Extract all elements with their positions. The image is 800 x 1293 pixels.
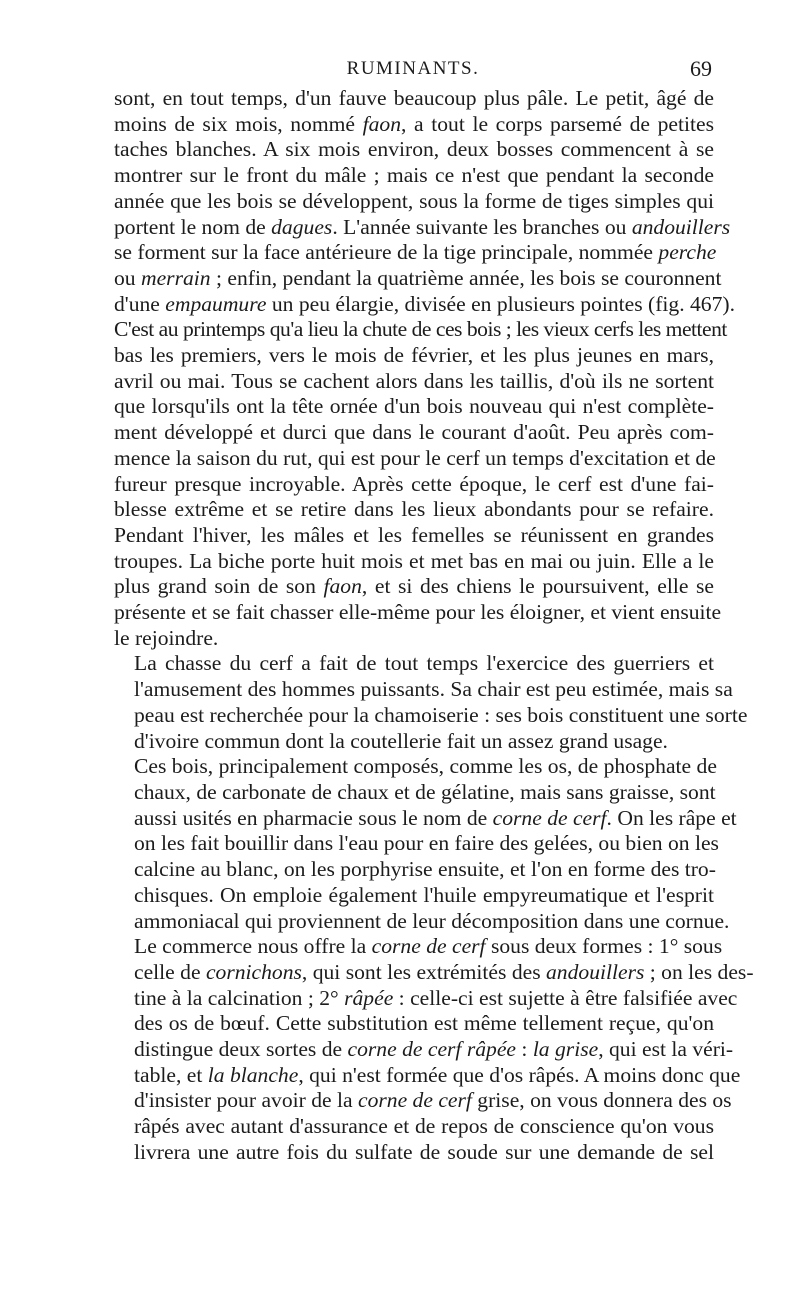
italic-term: corne de cerf bbox=[347, 1037, 462, 1062]
text-line: Pendant l'hiver, les mâles et les femelles se réunissent en grandes bbox=[114, 522, 714, 547]
body-text bbox=[114, 86, 754, 1166]
text-line: moins de six mois, nommé faon, a tout le corps parsemé de petites bbox=[114, 111, 714, 136]
paragraph bbox=[114, 86, 735, 651]
text-line: année que les bois se développent, sous la forme de tiges simples qui bbox=[114, 188, 714, 213]
page-header bbox=[114, 56, 712, 86]
text-line: livrera une autre fois du sulfate de soude sur une demande de sel bbox=[134, 1139, 714, 1164]
italic-term: cornichons bbox=[205, 959, 302, 984]
text-line: portent le nom de dagues. L'année suivante les branches ou andouillers bbox=[114, 214, 731, 239]
text-line: taches blanches. A six mois environ, deux bosses commencent à se bbox=[114, 137, 714, 162]
text-line: Ces bois, principalement composés, comme les os, de phosphate de bbox=[134, 754, 717, 779]
text-line: d'une empaumure un peu élargie, divisée en plusieurs pointes (fig. 467). bbox=[114, 291, 735, 316]
text-line: ment développé et durci que dans le courant d'août. Peu après com- bbox=[114, 420, 714, 445]
italic-term: corne de cerf bbox=[357, 1088, 472, 1113]
text-line: troupes. La biche porte huit mois et met bas en mai ou juin. Elle a le bbox=[114, 548, 714, 573]
paragraph bbox=[114, 934, 754, 1165]
italic-term: perche bbox=[658, 240, 717, 265]
italic-term: andouillers bbox=[546, 959, 645, 984]
italic-term: râpée bbox=[466, 1037, 517, 1062]
text-line: celle de cornichons, qui sont les extrémités des andouillers ; on les des- bbox=[134, 959, 754, 984]
text-line: chaux, de carbonate de chaux et de gélatine, mais sans graisse, sont bbox=[134, 779, 716, 804]
text-line: d'ivoire commun dont la coutellerie fait un assez grand usage. bbox=[134, 728, 668, 753]
text-line: le rejoindre. bbox=[114, 625, 219, 650]
text-line: des os de bœuf. Cette substitution est même tellement reçue, qu'on bbox=[134, 1011, 714, 1036]
text-line: distingue deux sortes de corne de cerf râpée : la grise, qui est la véri- bbox=[134, 1037, 734, 1062]
text-line: tine à la calcination ; 2° râpée : celle-ci est sujette à être falsifiée avec bbox=[134, 985, 738, 1010]
paragraph bbox=[114, 754, 737, 934]
text-line: C'est au printemps qu'a lieu la chute de ces bois ; les vieux cerfs les mettent bbox=[114, 317, 727, 342]
italic-term: merrain bbox=[141, 265, 211, 290]
text-line: que lorsqu'ils ont la tête ornée d'un bois nouveau qui n'est complète- bbox=[114, 394, 714, 419]
text-line: montrer sur le front du mâle ; mais ce n'est que pendant la seconde bbox=[114, 163, 714, 188]
text-line: on les fait bouillir dans l'eau pour en faire des gelées, ou bien on les bbox=[134, 831, 719, 856]
text-line: mence la saison du rut, qui est pour le cerf un temps d'excitation et de bbox=[114, 445, 716, 470]
text-line: ou merrain ; enfin, pendant la quatrième année, les bois se couronnent bbox=[114, 265, 722, 290]
page-number: 69 bbox=[690, 56, 712, 81]
text-line: fureur presque incroyable. Après cette époque, le cerf est d'une fai- bbox=[114, 471, 714, 496]
text-line: râpés avec autant d'assurance et de repos de conscience qu'on vous bbox=[134, 1114, 714, 1139]
text-line: ammoniacal qui proviennent de leur décomposition dans une cornue. bbox=[134, 908, 730, 933]
italic-term: faon bbox=[362, 111, 402, 136]
italic-term: dagues bbox=[271, 214, 333, 239]
text-line: La chasse du cerf a fait de tout temps l'exercice des guerriers et bbox=[134, 651, 714, 676]
running-title: RUMINANTS. bbox=[346, 58, 480, 79]
italic-term: corne de cerf bbox=[371, 934, 486, 959]
text-line: sont, en tout temps, d'un fauve beaucoup plus pâle. Le petit, âgé de bbox=[114, 86, 714, 110]
italic-term: corne de cerf bbox=[492, 805, 607, 830]
italic-term: faon bbox=[323, 574, 362, 599]
text-line: bas les premiers, vers le mois de février, et les plus jeunes en mars, bbox=[114, 343, 714, 368]
italic-term: andouillers bbox=[631, 214, 731, 239]
paragraph bbox=[114, 651, 748, 754]
text-line: Le commerce nous offre la corne de cerf sous deux formes : 1° sous bbox=[134, 934, 723, 959]
text-line: table, et la blanche, qui n'est formée que d'os râpés. A moins donc que bbox=[134, 1062, 741, 1087]
italic-term: empaumure bbox=[165, 291, 267, 316]
text-line: calcine au blanc, on les porphyrise ensuite, et l'on en forme des tro- bbox=[134, 857, 716, 882]
text-line: présente et se fait chasser elle-même pour les éloigner, et vient ensuite bbox=[114, 600, 722, 625]
text-line: l'amusement des hommes puissants. Sa chair est peu estimée, mais sa bbox=[134, 677, 733, 702]
text-line: se forment sur la face antérieure de la tige principale, nommée perche bbox=[114, 240, 717, 265]
text-line: chisques. On emploie également l'huile empyreumatique et l'esprit bbox=[134, 882, 714, 907]
italic-term: râpée bbox=[344, 985, 394, 1010]
text-line: peau est recherchée pour la chamoiserie : ses bois constituent une sorte bbox=[134, 702, 748, 727]
text-line: plus grand soin de son faon, et si des chiens le poursuivent, elle se bbox=[114, 574, 715, 599]
text-line: aussi usités en pharmacie sous le nom de corne de cerf. On les râpe et bbox=[134, 805, 737, 830]
italic-term: la blanche bbox=[207, 1062, 299, 1087]
text-line: avril ou mai. Tous se cachent alors dans les taillis, d'où ils ne sortent bbox=[114, 368, 714, 393]
text-line: d'insister pour avoir de la corne de cerf grise, on vous donnera des os bbox=[134, 1088, 732, 1113]
italic-term: la grise bbox=[532, 1037, 599, 1062]
text-line: blesse extrême et se retire dans les lieux abondants pour se refaire. bbox=[114, 497, 714, 522]
